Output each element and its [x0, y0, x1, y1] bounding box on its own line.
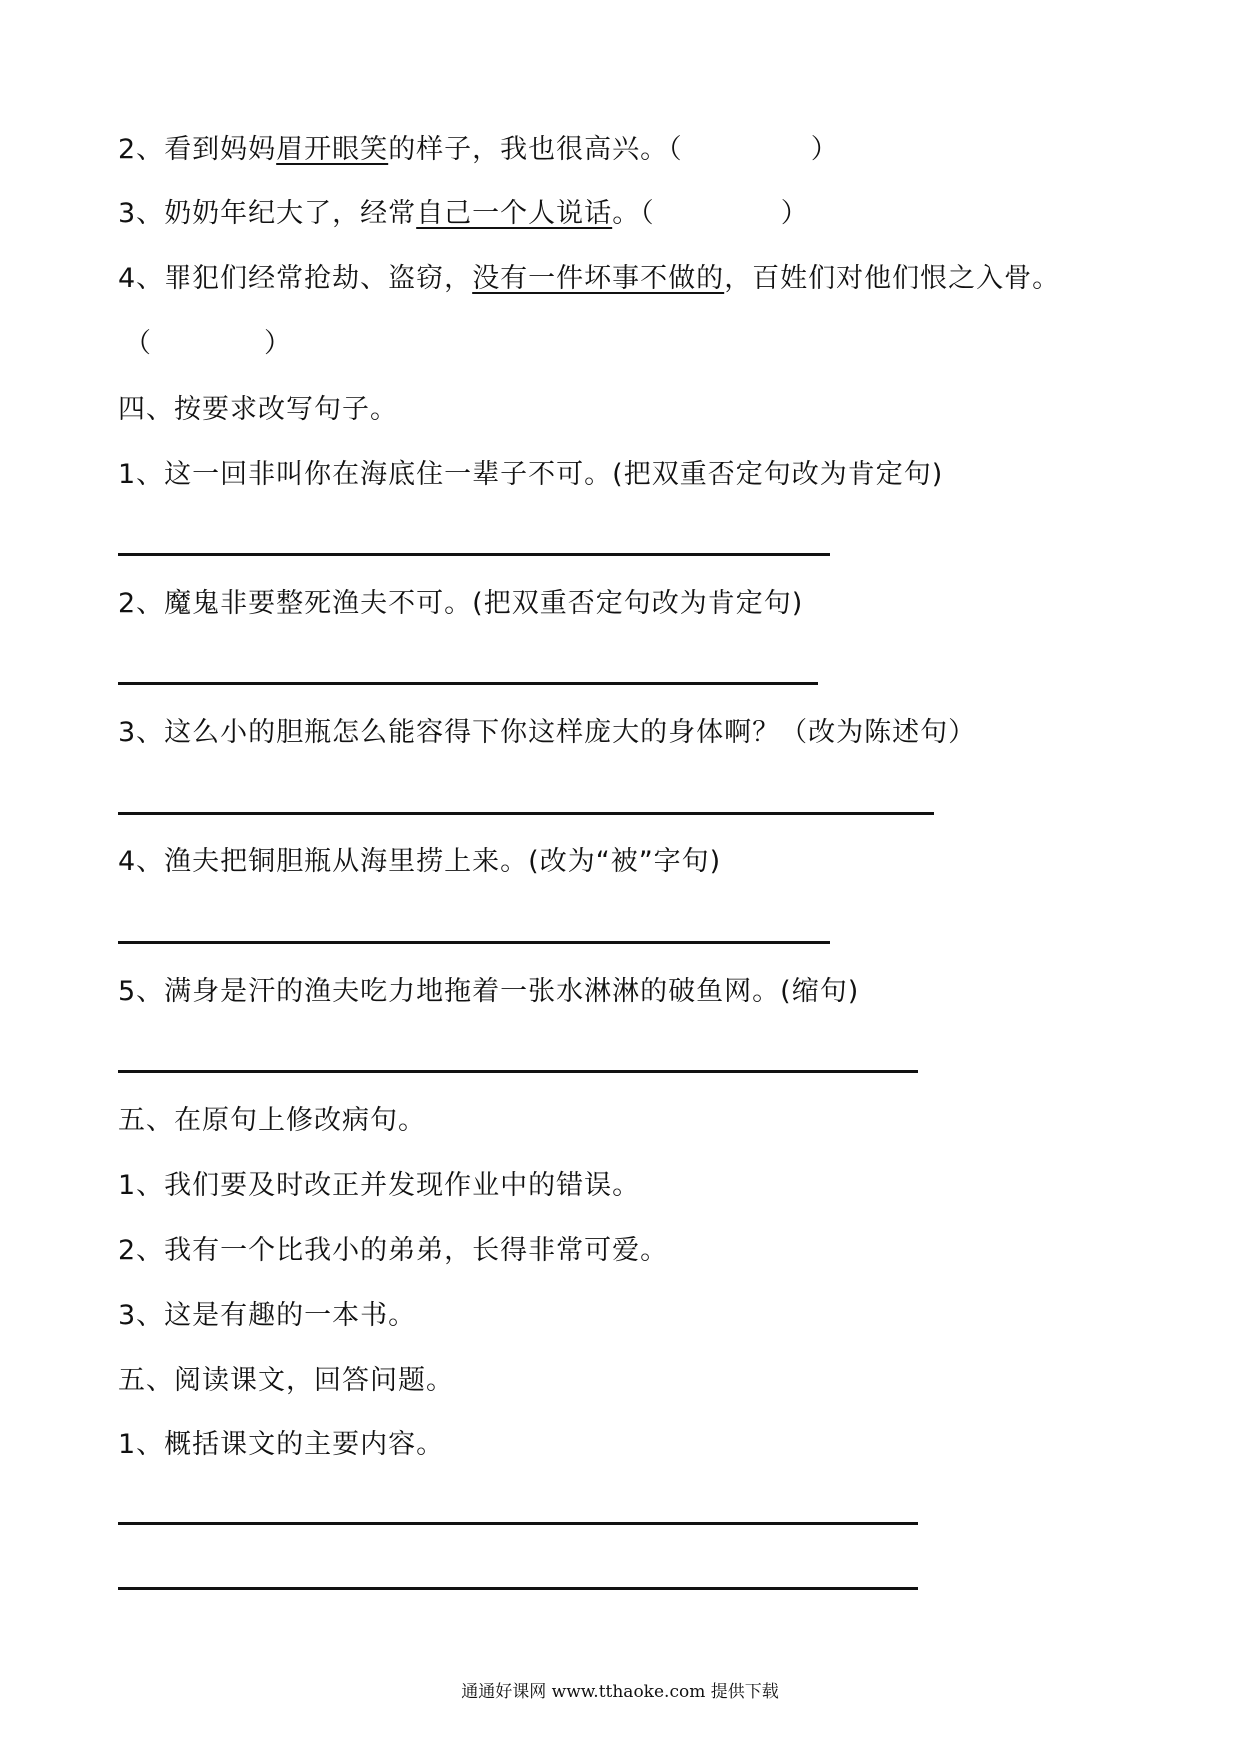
- question-text: 的样子，我也很高兴。（: [388, 134, 683, 165]
- close-paren: ）: [780, 198, 809, 229]
- question-3-4-answer: [124, 327, 292, 361]
- section-4-item: 3、这么小的胆瓶怎么能容得下你这样庞大的身体啊？（改为陈述句）: [118, 717, 977, 748]
- question-number: 3、: [118, 198, 165, 229]
- underlined-phrase: 自己一个人说话: [416, 198, 613, 229]
- close-paren: ）: [264, 328, 292, 359]
- question-number: 2、: [118, 134, 165, 165]
- question-3-2: [118, 133, 839, 167]
- section-4-item: 1、这一回非叫你在海底住一辈子不可。(把双重否定句改为肯定句): [118, 459, 944, 490]
- question-number: 4、: [118, 263, 165, 294]
- answer-line[interactable]: [118, 553, 830, 556]
- section-4-item: 4、渔夫把铜胆瓶从海里捞上来。(改为“被”字句): [118, 846, 722, 877]
- underlined-phrase: 没有一件坏事不做的: [472, 263, 725, 294]
- reading-section-heading: 五、阅读课文，回答问题。: [118, 1365, 454, 1396]
- section-5-heading: 五、在原句上修改病句。: [118, 1105, 426, 1136]
- answer-line[interactable]: [118, 941, 830, 944]
- answer-line[interactable]: [118, 1587, 918, 1590]
- section-5-item: 1、我们要及时改正并发现作业中的错误。: [118, 1170, 641, 1201]
- underlined-phrase: 眉开眼笑: [276, 134, 389, 165]
- section-5-item: 2、我有一个比我小的弟弟，长得非常可爱。: [118, 1235, 669, 1266]
- reading-item: 1、概括课文的主要内容。: [118, 1429, 445, 1460]
- question-text: 。（: [612, 198, 655, 229]
- section-5-item: 3、这是有趣的一本书。: [118, 1300, 417, 1331]
- open-paren: （: [124, 328, 152, 359]
- page-footer: 通通好课网 www.tthaoke.com 提供下载: [461, 1682, 779, 1702]
- answer-line[interactable]: [118, 1522, 918, 1525]
- question-text: 罪犯们经常抢劫、盗窃，: [164, 263, 473, 294]
- question-3-4: [118, 262, 1060, 296]
- section-4-heading: 四、按要求改写句子。: [118, 394, 398, 425]
- close-paren: ）: [810, 134, 839, 165]
- answer-line[interactable]: [118, 812, 934, 815]
- question-3-3: [118, 197, 809, 231]
- section-4-item: 5、满身是汗的渔夫吃力地拖着一张水淋淋的破鱼网。(缩句): [118, 976, 860, 1007]
- answer-line[interactable]: [118, 682, 818, 685]
- question-text: ，百姓们对他们恨之入骨。: [724, 263, 1061, 294]
- question-text: 看到妈妈: [164, 134, 277, 165]
- answer-line[interactable]: [118, 1070, 918, 1073]
- question-text: 奶奶年纪大了，经常: [164, 198, 417, 229]
- section-4-item: 2、魔鬼非要整死渔夫不可。(把双重否定句改为肯定句): [118, 588, 804, 619]
